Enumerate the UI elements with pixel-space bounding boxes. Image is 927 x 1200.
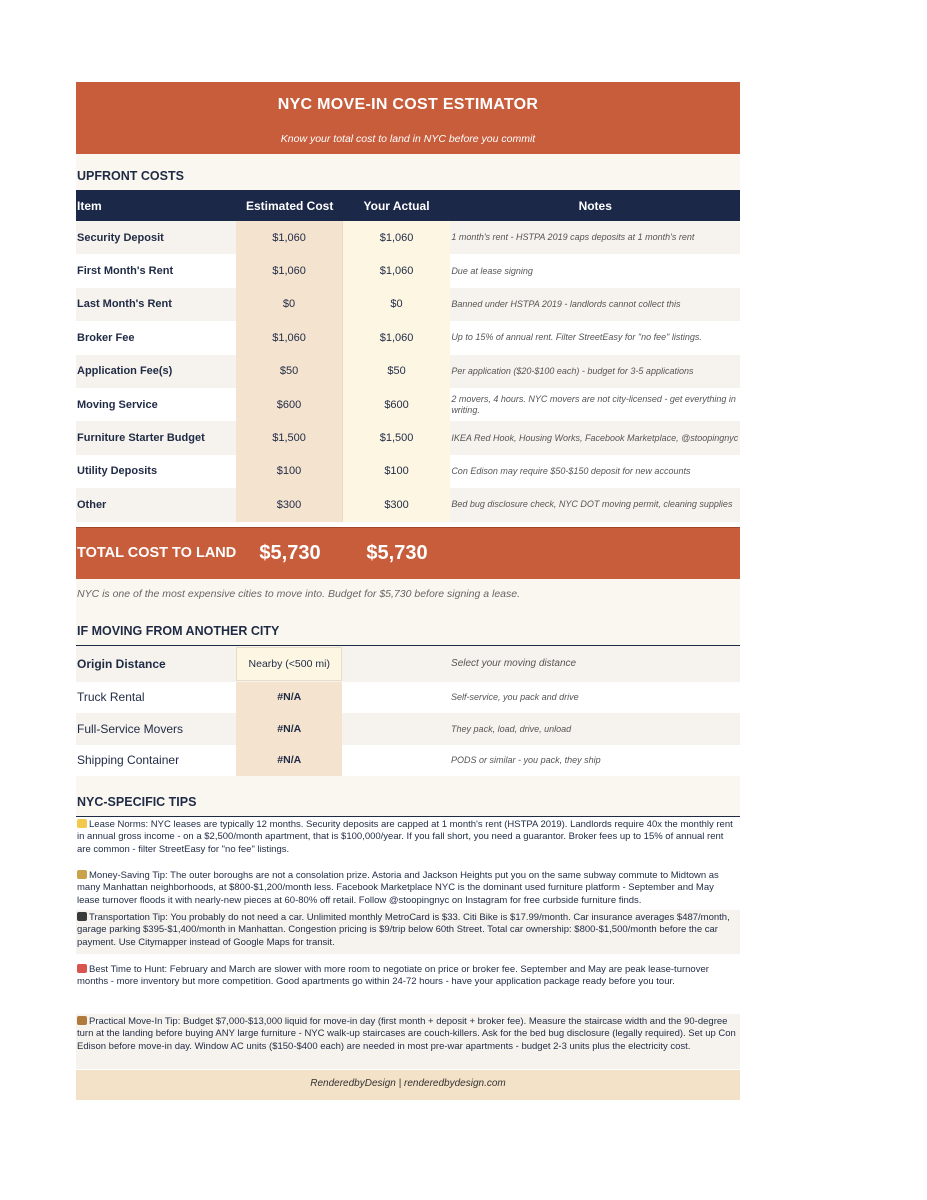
row-estimated-cost: $1,060 xyxy=(236,321,342,354)
moving-option-row xyxy=(76,745,740,777)
moving-options xyxy=(76,682,740,777)
tip-item xyxy=(76,1014,740,1069)
col-header-actual: Your Actual xyxy=(363,198,430,213)
row-notes: 2 movers, 4 hours. NYC movers are not city-licensed - get everything in writing. xyxy=(451,393,736,415)
origin-distance-note: Select your moving distance xyxy=(451,658,577,670)
table-row xyxy=(76,221,740,254)
row-estimated-cost: $50 xyxy=(236,355,342,388)
tip-item xyxy=(76,861,740,910)
row-item-label: Furniture Starter Budget xyxy=(77,432,205,445)
tip-text: Money-Saving Tip: The outer boroughs are not a consolation prize. Astoria and Jackson Heights put you on the same subway commute to Midtown as many Manhattan neighborhoods, at $800-$1,200/month less. Facebook Marketplace NYC is the dominant used furniture platform - September and May lease turnover floods it with nearly-new pieces at 60-80% off retail. Follow @stoopingnyc on Instagram for free curbside furniture finds. xyxy=(77,870,719,906)
tip-text: Transportation Tip: You probably do not need a car. Unlimited monthly MetroCard is $33. Citi Bike is $17.99/month. Car insurance averages $487/month, garage parking $395-$1,400/month in Manhattan. Congestion pricing is $9/trip below 60th Street. Total car ownership: $800-$1,500/month before the car payment. Use Citymapper instead of Google Maps for transit. xyxy=(77,912,730,948)
total-actual: $5,730 xyxy=(366,541,428,564)
row-notes: Bed bug disclosure check, NYC DOT moving permit, cleaning supplies xyxy=(451,499,733,510)
table-row xyxy=(76,355,740,388)
row-estimated-cost: $600 xyxy=(236,388,342,421)
origin-distance-row xyxy=(76,646,740,682)
row-notes: Banned under HSTPA 2019 - landlords cannot collect this xyxy=(451,298,681,309)
tip-text: Best Time to Hunt: February and March are slower with more room to negotiate on price or broker fee. September and May are peak lease-turnover months - more inventory but more competition. Good apartments go within 24-72 hours - have your application package ready before you tour. xyxy=(77,964,709,988)
table-row xyxy=(76,455,740,488)
row-actual-cost-input[interactable]: $1,060 xyxy=(342,254,451,287)
lightbulb-icon xyxy=(77,819,87,828)
row-item-label: Broker Fee xyxy=(77,331,135,344)
tip-item xyxy=(76,954,740,1006)
tips-list xyxy=(76,817,740,1069)
row-item-label: Application Fee(s) xyxy=(77,365,173,378)
upfront-section-header xyxy=(76,154,740,190)
page-subtitle: Know your total cost to land in NYC before you commit xyxy=(280,133,536,145)
tip-text: Lease Norms: NYC leases are typically 12 months. Security deposits are capped at 1 month's rent (HSTPA 2019). Landlords require 40x the monthly rent in annual gross income - on a $2,500/month apartment, that is $100,000/year. If you fall short, you need a guarantor. Broker fees up to 15% of annual rent are common - filter StreetEasy for "no fee" listings. xyxy=(77,819,733,855)
row-actual-cost-input[interactable]: $1,500 xyxy=(342,421,451,454)
tips-section-title: NYC-SPECIFIC TIPS xyxy=(77,795,197,810)
row-notes: 1 month's rent - HSTPA 2019 caps deposits at 1 month's rent xyxy=(451,232,695,243)
row-notes: IKEA Red Hook, Housing Works, Facebook Marketplace, @stoopingnyc xyxy=(451,432,739,443)
title-banner xyxy=(76,82,740,154)
moving-option-note: Self-service, you pack and drive xyxy=(451,692,579,703)
row-actual-cost-input[interactable]: $0 xyxy=(342,288,451,321)
row-item-label: Security Deposit xyxy=(77,231,164,244)
row-actual-cost-input[interactable]: $1,060 xyxy=(342,221,451,254)
table-row xyxy=(76,388,740,421)
moving-section-header xyxy=(76,609,740,645)
moving-option-note: PODS or similar - you pack, they ship xyxy=(451,755,601,766)
package-icon xyxy=(77,1016,87,1025)
tip-text: Practical Move-In Tip: Budget $7,000-$13,000 liquid for move-in day (first month + deposit + broker fee). Measure the staircase width and the 90-degree turn at the landing before buying ANY large furniture - NYC walk-up staircases are couch-killers. Ask for the bed bug disclosure (legally required). Set up Con Edison before move-in day. Window AC units ($150-$400 each) are needed in most pre-war apartments - budget 2-3 units plus the electricity cost. xyxy=(77,1016,736,1052)
upfront-table-body xyxy=(76,221,740,522)
moving-option-label: Truck Rental xyxy=(77,690,145,705)
row-notes: Due at lease signing xyxy=(451,265,533,276)
row-notes: Con Edison may require $50-$150 deposit for new accounts xyxy=(451,465,691,476)
moving-option-note: They pack, load, drive, unload xyxy=(451,723,572,734)
col-header-notes: Notes xyxy=(578,198,612,213)
row-item-label: First Month's Rent xyxy=(77,265,174,278)
tip-item xyxy=(76,817,740,861)
moving-option-label: Full-Service Movers xyxy=(77,721,184,736)
table-row xyxy=(76,488,740,521)
page-title: NYC MOVE-IN COST ESTIMATOR xyxy=(277,96,539,113)
origin-distance-select[interactable]: Nearby (<500 mi) xyxy=(236,647,342,681)
col-header-item: Item xyxy=(77,198,102,213)
row-notes: Per application ($20-$100 each) - budget for 3-5 applications xyxy=(451,365,694,376)
row-item-label: Moving Service xyxy=(77,398,158,411)
row-estimated-cost: $1,060 xyxy=(236,221,342,254)
row-estimated-cost: $100 xyxy=(236,455,342,488)
moving-option-row xyxy=(76,713,740,745)
total-row xyxy=(76,527,740,579)
row-actual-cost-input[interactable]: $100 xyxy=(342,455,451,488)
row-item-label: Utility Deposits xyxy=(77,465,158,478)
row-item-label: Other xyxy=(77,498,107,511)
total-label: TOTAL COST TO LAND xyxy=(77,545,237,562)
table-row xyxy=(76,421,740,454)
moving-option-cost: #N/A xyxy=(236,713,342,745)
row-actual-cost-input[interactable]: $600 xyxy=(342,388,451,421)
row-estimated-cost: $1,500 xyxy=(236,421,342,454)
upfront-table-header xyxy=(76,190,740,221)
table-row xyxy=(76,288,740,321)
money-bag-icon xyxy=(77,870,87,879)
row-notes: Up to 15% of annual rent. Filter StreetEasy for "no fee" listings. xyxy=(451,332,702,343)
col-header-estimated: Estimated Cost xyxy=(246,198,334,213)
row-actual-cost-input[interactable]: $50 xyxy=(342,355,451,388)
moving-table xyxy=(76,645,740,777)
row-item-label: Last Month's Rent xyxy=(77,298,172,311)
tip-item xyxy=(76,910,740,954)
tips-section-header xyxy=(76,776,740,817)
moving-option-cost: #N/A xyxy=(236,745,342,777)
row-estimated-cost: $1,060 xyxy=(236,254,342,287)
metro-icon xyxy=(77,912,87,921)
moving-option-row xyxy=(76,682,740,714)
estimator-sheet xyxy=(76,82,740,1100)
row-estimated-cost: $300 xyxy=(236,488,342,521)
moving-option-cost: #N/A xyxy=(236,682,342,714)
summary-note: NYC is one of the most expensive cities to move into. Budget for $5,730 before signing a lease. xyxy=(76,579,740,609)
table-row xyxy=(76,254,740,287)
row-estimated-cost: $0 xyxy=(236,288,342,321)
upfront-section-title: UPFRONT COSTS xyxy=(77,169,184,183)
footer-credit: RenderedbyDesign | renderedbydesign.com xyxy=(76,1070,740,1100)
origin-distance-label: Origin Distance xyxy=(77,656,166,671)
row-actual-cost-input[interactable]: $1,060 xyxy=(342,321,451,354)
total-estimated: $5,730 xyxy=(259,541,321,564)
moving-section-title: IF MOVING FROM ANOTHER CITY xyxy=(77,623,280,638)
calendar-icon xyxy=(77,964,87,973)
row-actual-cost-input[interactable]: $300 xyxy=(342,488,451,521)
table-row xyxy=(76,321,740,354)
moving-option-label: Shipping Container xyxy=(77,753,180,768)
